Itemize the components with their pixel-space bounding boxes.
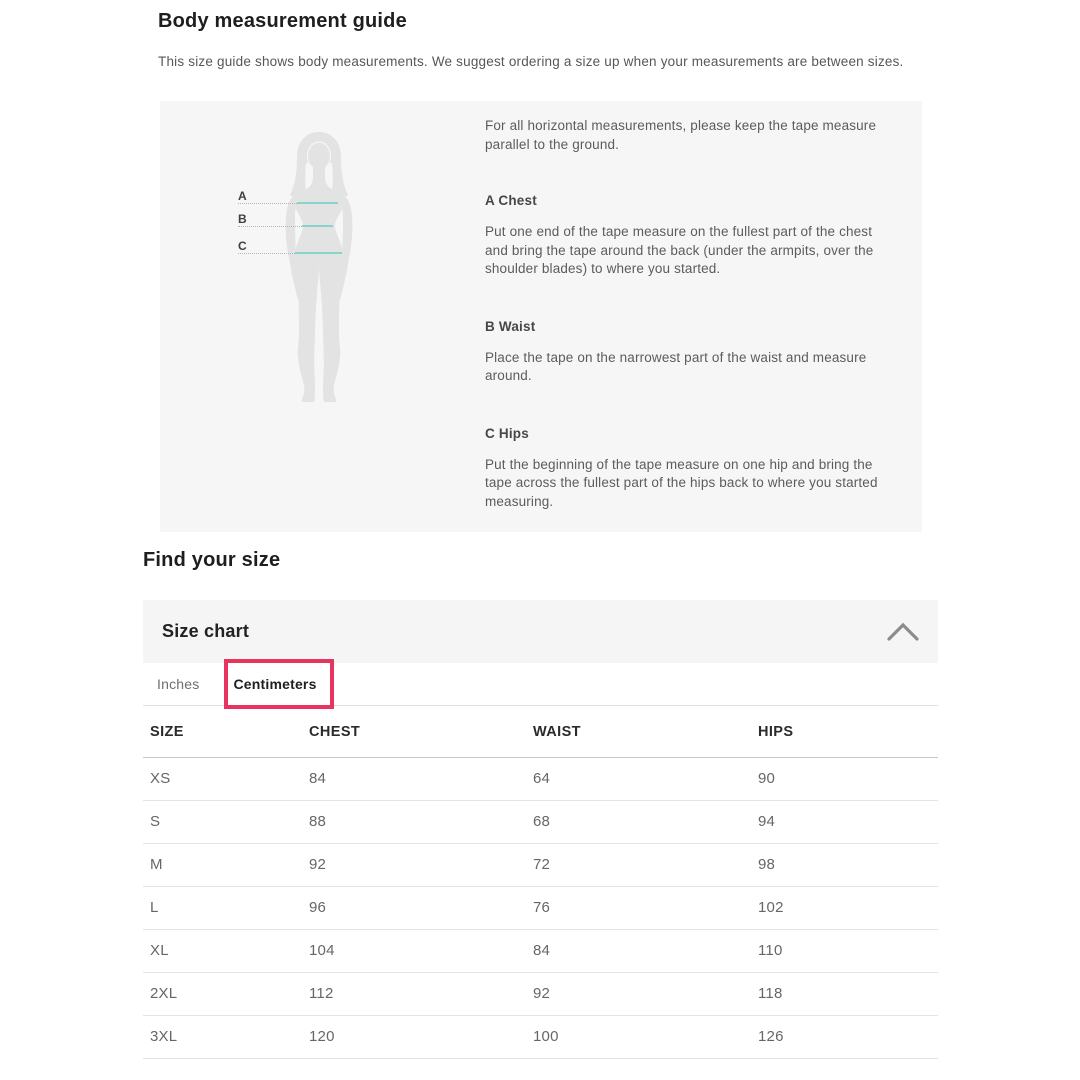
cell-waist: 84 [533,930,758,973]
leader-line-a [238,203,297,204]
cell-waist: 68 [533,801,758,844]
cell-chest: 88 [309,801,533,844]
measurement-instructions [485,117,897,551]
cell-hips: 118 [758,973,938,1016]
table-row [143,930,938,973]
table-row [143,1016,938,1059]
cell-chest: 120 [309,1016,533,1059]
table-row [143,801,938,844]
tab-centimeters[interactable]: Centimeters [233,676,317,692]
cell-size: L [143,887,309,930]
col-header-waist: WAIST [533,706,758,758]
cell-size: 3XL [143,1016,309,1059]
tab-inches[interactable]: Inches [157,676,200,692]
hips-section-title: C Hips [485,425,529,441]
cell-waist: 64 [533,758,758,801]
guide-intro: This size guide shows body measurements. We suggest ordering a size up when your measurements are between sizes. [158,54,904,69]
table-row [143,758,938,801]
col-header-chest: CHEST [309,706,533,758]
cell-chest: 92 [309,844,533,887]
size-chart-table [143,706,938,1059]
measurement-note: For all horizontal measurements, please keep the tape measure parallel to the ground. [485,118,877,152]
chest-section-body: Put one end of the tape measure on the fullest part of the chest and bring the tape around the back (under the armpits, over the shoulder blades) to where you started. [485,224,874,276]
cell-waist: 72 [533,844,758,887]
cell-waist: 76 [533,887,758,930]
cell-size: XS [143,758,309,801]
cell-waist: 100 [533,1016,758,1059]
chest-measure-line [297,202,338,204]
hips-measure-line [295,252,342,254]
table-header-row [143,706,938,758]
cell-hips: 126 [758,1016,938,1059]
cell-waist: 92 [533,973,758,1016]
size-guide-page [0,10,1080,1080]
col-header-size: SIZE [143,706,309,758]
page-title: Body measurement guide [158,10,407,32]
waist-section-body: Place the tape on the narrowest part of the waist and measure around. [485,349,867,383]
measurement-guide-panel [160,101,922,532]
leader-line-c [238,253,295,254]
table-row [143,973,938,1016]
cell-hips: 110 [758,930,938,973]
body-silhouette-figure [281,131,357,403]
chest-section-title: A Chest [485,193,537,208]
cell-hips: 98 [758,844,938,887]
cell-chest: 84 [309,758,533,801]
chevron-up-icon[interactable] [886,622,920,642]
cell-hips: 102 [758,887,938,930]
cell-chest: 112 [309,973,533,1016]
cell-size: XL [143,930,309,973]
cell-chest: 96 [309,887,533,930]
waist-section-title: B Waist [485,318,536,334]
unit-tabs [143,663,938,706]
figure-label-b: B [238,212,247,226]
find-your-size-title: Find your size [143,549,281,571]
size-chart-header[interactable] [143,600,938,663]
col-header-hips: HIPS [758,706,938,758]
waist-measure-line [302,225,333,227]
table-row [143,887,938,930]
cell-hips: 90 [758,758,938,801]
figure-label-c: C [238,239,247,253]
cell-size: 2XL [143,973,309,1016]
size-chart-title: Size chart [162,621,250,641]
size-chart-section [143,600,938,1059]
leader-line-b [238,226,302,227]
cell-size: M [143,844,309,887]
table-row [143,844,938,887]
figure-label-a: A [238,189,247,203]
hips-section-body: Put the beginning of the tape measure on one hip and bring the tape across the fullest part of the hips back to where you started measuring. [485,456,878,509]
cell-chest: 104 [309,930,533,973]
cell-hips: 94 [758,801,938,844]
cell-size: S [143,801,309,844]
